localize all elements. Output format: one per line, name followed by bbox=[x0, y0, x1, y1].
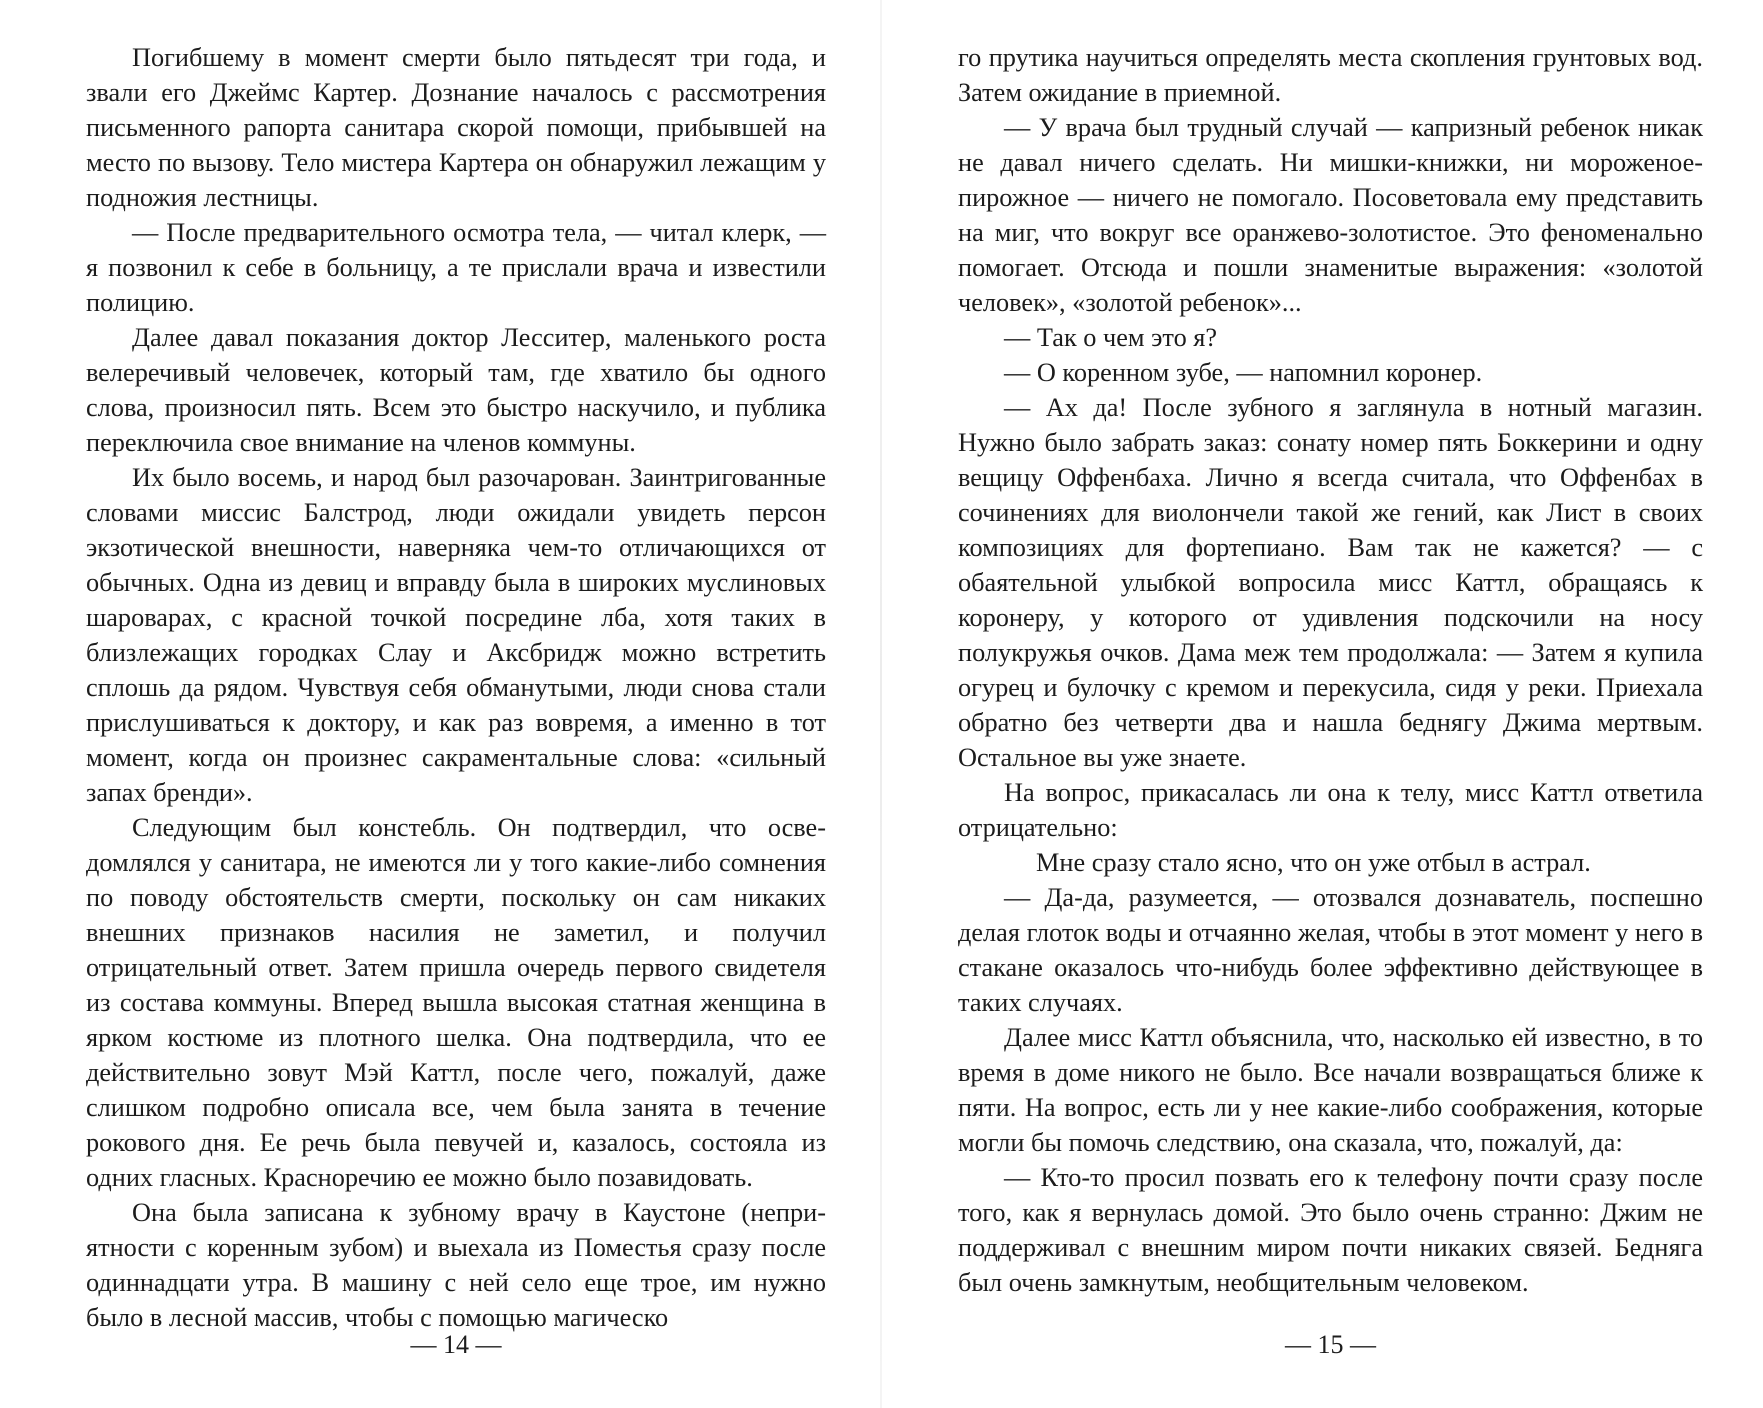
page-number-right: — 15 — bbox=[1285, 1330, 1376, 1359]
paragraph: го прутика научиться определять места скопления грунтовых вод. Затем ожидание в приемной. bbox=[958, 43, 1703, 107]
paragraph: Погибшему в момент смерти было пятьдесят три года, и звали его Джеймс Картер. Дознание началось с рассмотрения письменного рапорта санитара скорой помощи, прибывшей на место по вызову. Тело мистера Картера он обнаружил лежащим у подножия лестницы. bbox=[86, 43, 826, 212]
paragraph: — У врача был трудный случай — капризный ребенок никак не давал ничего сделать. Ни мишки-книжки, ни мороженое-пирожное — ничего не помогало. Посоветовала ему представить на миг, что вокруг все оранжево-золотистое. Это феноменально помогает. Отсюда и пошли знаменитые выражения: «золотой человек», «золотой ребенок»... bbox=[958, 113, 1703, 317]
paragraph: — После предварительного осмотра тела, — читал клерк, — я позвонил к себе в больницу, а те прислали врача и известили полицию. bbox=[86, 218, 826, 317]
paragraph: — Кто-то просил позвать его к телефону почти сразу после того, как я вернулась домой. Это было очень странно: Джим не поддерживал с внешним миром почти никаких связей. Бедняга был очень замкнутым, необщительным человеком. bbox=[958, 1163, 1703, 1297]
page-number-left: — 14 — bbox=[410, 1330, 502, 1359]
paragraph: — Ах да! После зубного я заглянула в нотный магазин. Нужно было забрать заказ: сонату номер пять Боккерини и одну вещицу Оффенбаха. Лично я всегда считала, что Оффенбах в сочинениях для виолончели такой же гений, как Лист в своих композициях для фортепиано. Вам так не кажется? — с обаятельной улыбкой вопросила мисс Каттл, обращаясь к коронеру, у которого от удивления подскочили на носу полукружья очков. Дама меж тем продолжала: — Затем я купила огурец и булочку с кремом и перекусила, сидя у реки. Приехала обратно без четверти два и нашла беднягу Джима мертвым. Остальное вы уже знаете. bbox=[958, 393, 1703, 772]
paragraph: Мне сразу стало ясно, что он уже отбыл в астрал. bbox=[1036, 848, 1591, 877]
paragraph: Следующим был констебль. Он подтвердил, что осведомлялся у санитара, не имеются ли у того какие-либо сомнения по поводу обстоятельств смерти, поскольку он сам никаких внешних признаков насилия не заметил, и получил отрицательный ответ. Затем пришла очередь первого свидетеля из состава коммуны. Вперед вышла высокая статная женщина в ярком костюме из плотного шелка. Она подтвердила, что ее действительно зовут Мэй Каттл, после чего, пожалуй, даже слишком подробно описала все, чем была занята в течение рокового дня. Ее речь была певучей и, казалось, состояла из одних гласных. Красноречию ее можно было позавидовать. bbox=[86, 813, 826, 1192]
left-page bbox=[86, 40, 826, 1335]
paragraph: Их было восемь, и народ был разочарован. Заинтригованные словами миссис Балстрод, люди ожидали увидеть персон экзотической внешности, наверняка чем-то отличающихся от обычных. Одна из девиц и вправду была в широких муслиновых шароварах, с красной точкой посредине лба, хотя таких в близлежащих городках Слау и Аксбридж можно встретить сплошь да рядом. Чувствуя себя обманутыми, люди снова стали прислушиваться к доктору, и как раз вовремя, а именно в тот момент, когда он произнес сакраментальные слова: «сильный запах бренди». bbox=[86, 463, 826, 807]
paragraph: — О коренном зубе, — напомнил коронер. bbox=[1004, 358, 1483, 387]
paragraph: Далее мисс Каттл объяснила, что, насколько ей известно, в то время в доме никого не было. Все начали возвращаться ближе к пяти. На вопрос, есть ли у нее какие-либо соображения, которые могли бы помочь следствию, она сказала, что, пожалуй, да: bbox=[958, 1023, 1703, 1157]
book-gutter bbox=[880, 0, 882, 1408]
paragraph: Далее давал показания доктор Лесситер, маленького роста велеречивый человечек, который там, где хватило бы одного слова, произносил пять. Всем это быстро наскучило, и публика переключила свое внимание на членов коммуны. bbox=[86, 323, 826, 457]
paragraph: На вопрос, прикасалась ли она к телу, мисс Каттл ответила отрицательно: bbox=[958, 778, 1703, 842]
paragraph: Она была записана к зубному врачу в Каустоне (неприятности с коренным зубом) и выехала из Поместья сразу после одиннадцати утра. В машину с ней село еще трое, им нужно было в лесной массив, чтобы с помощью магическо bbox=[86, 1198, 826, 1332]
paragraph: — Так о чем это я? bbox=[1004, 323, 1218, 352]
right-page bbox=[958, 40, 1703, 1300]
paragraph: — Да-да, разумеется, — отозвался дознаватель, поспешно делая глоток воды и отчаянно желая, чтобы в этот момент у него в стакане оказалось что-нибудь более эффективно действующее в таких случаях. bbox=[958, 883, 1703, 1017]
